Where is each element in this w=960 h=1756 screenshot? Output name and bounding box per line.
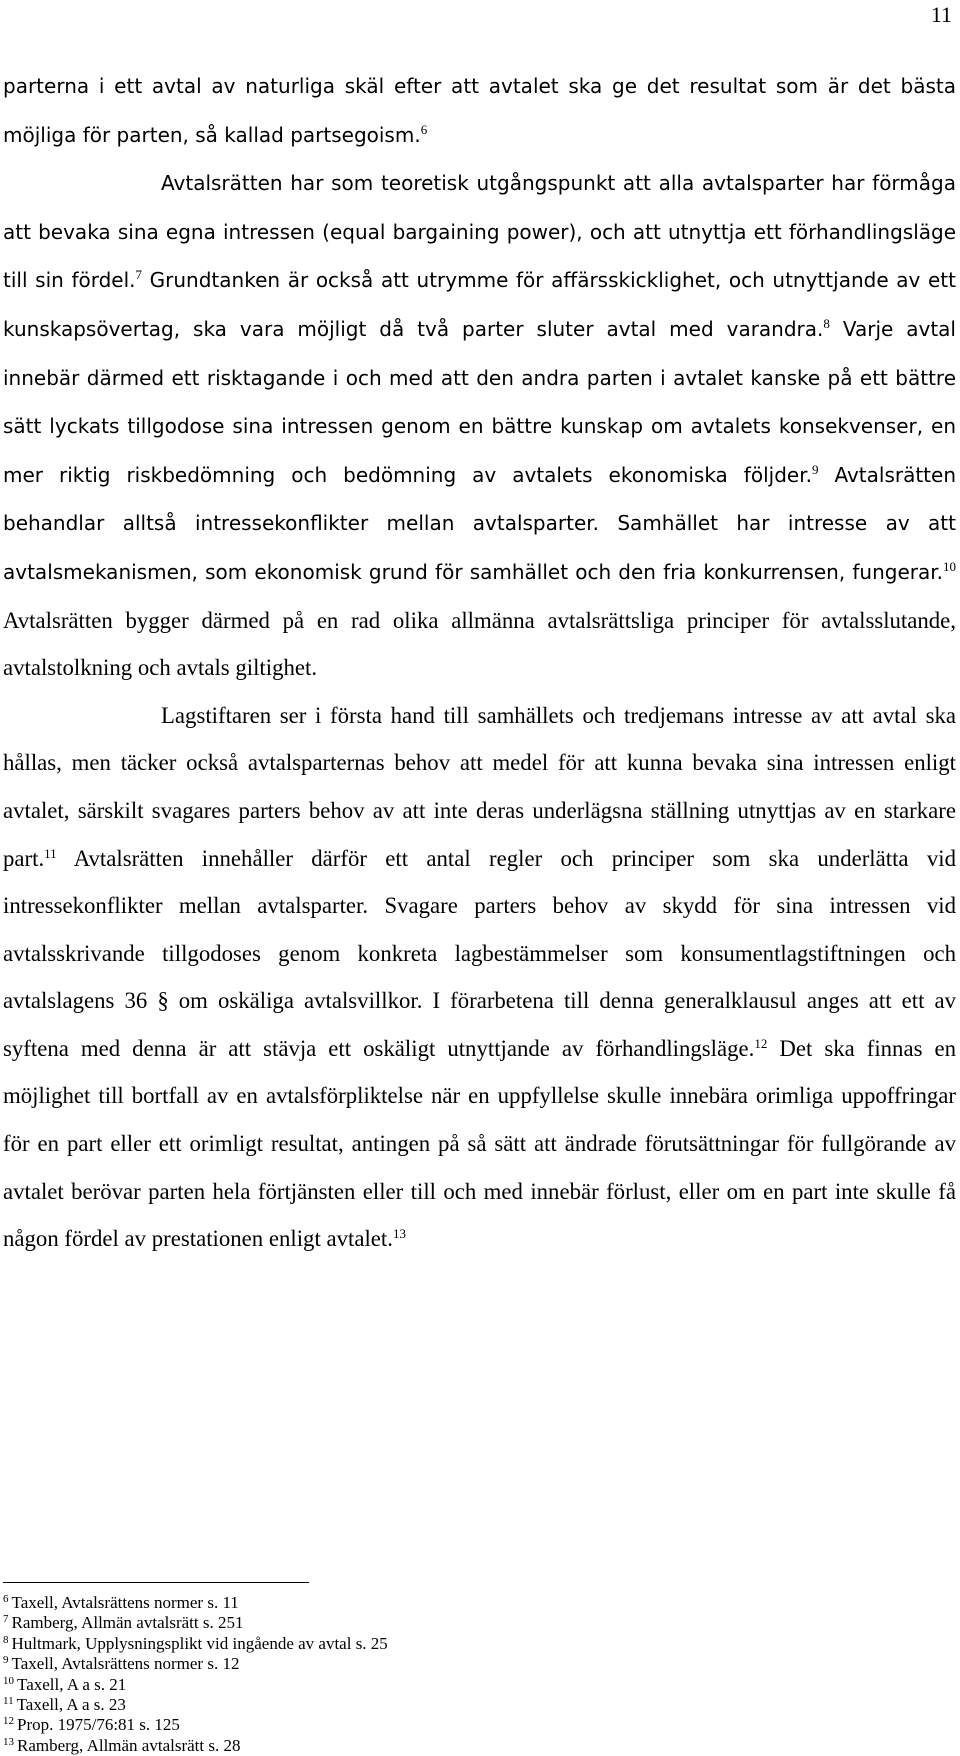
paragraph-text: Avtalsrätten har som teoretisk utgångspunkt att alla avtalsparter har förmåga att bevaka sina egna intressen (equal bargaining power), och att utnyttja ett förhandlingsläge till sin fördel. (3, 171, 956, 293)
footnote-item (3, 1593, 388, 1613)
paragraph-text: Avtalsrätten bygger därmed på en rad olika allmänna avtalsrättsliga principer för avtalsslutande, avtalstolkning och avtals giltighet. (3, 607, 956, 681)
footnote-reference: 12 (754, 1036, 768, 1052)
paragraph (3, 62, 956, 159)
footnote-number: 7 (3, 1613, 9, 1626)
footnote-number: 6 (3, 1592, 9, 1605)
body-text (3, 62, 956, 1263)
footnote-number: 10 (3, 1674, 14, 1687)
footnote-number: 12 (3, 1715, 14, 1728)
footnote-reference: 13 (392, 1226, 406, 1242)
footnote-item (3, 1675, 388, 1695)
footnotes (3, 1593, 388, 1756)
footnote-item (3, 1736, 388, 1756)
footnote-item (3, 1634, 388, 1654)
footnote-text: Ramberg, Allmän avtalsrätt s. 28 (17, 1735, 241, 1755)
footnote-item (3, 1654, 388, 1674)
footnote-number: 8 (3, 1633, 9, 1646)
footnote-number: 9 (3, 1654, 9, 1667)
footnote-text: Hultmark, Upplysningsplikt vid ingående av avtal s. 25 (11, 1633, 388, 1653)
paragraph-text: Avtalsrätten behandlar alltså intressekonflikter mellan avtalsparter. Samhället har intresse av att avtalsmekanismen, som ekonomisk grund för samhället och den fria konkurrensen, fungerar. (3, 462, 957, 584)
footnote-text: Prop. 1975/76:81 s. 125 (17, 1715, 180, 1735)
footnote-item (3, 1695, 388, 1715)
footnote-reference: 7 (135, 267, 143, 283)
footnote-reference: 8 (823, 316, 830, 332)
paragraph-text: Grundtanken är också att utrymme för affärsskicklighet, och utnyttjande av ett kunskapsövertag, ska vara möjligt då två parter sluter avtal med varandra. (3, 268, 956, 341)
footnote-item (3, 1715, 388, 1735)
footnote-reference: 10 (943, 559, 956, 575)
footnote-divider (3, 1582, 309, 1583)
paragraph (3, 159, 956, 692)
footnote-number: 11 (3, 1694, 14, 1707)
footnote-reference: 6 (420, 121, 428, 137)
page-number: 11 (930, 2, 952, 27)
footnote-reference: 11 (44, 845, 57, 861)
paragraph-text: parterna i ett avtal av naturliga skäl efter att avtalet ska ge det resultat som är det bästa möjliga för parten, så kallad partsegoism. (3, 74, 956, 147)
paragraph (3, 692, 956, 1263)
footnote-text: Taxell, A a s. 21 (17, 1674, 127, 1694)
footnote-item (3, 1613, 388, 1633)
paragraph-text: Det ska finnas en möjlighet till bortfall av en avtalsförpliktelse när en uppfyllelse skulle innebära orimliga uppoffringar för en part eller ett orimligt resultat, antingen på så sätt att ändrade förutsättningar för fullgörande av avtalet berövar parten hela förtjänsten eller till och med innebär förlust, eller om en part inte skulle få någon fördel av prestationen enligt avtalet. (3, 1035, 956, 1252)
footnote-reference: 9 (811, 461, 819, 477)
paragraph-text: Avtalsrätten innehåller därför ett antal regler och principer som ska underlätta vid intressekonflikter mellan avtalsparter. Svagare parters behov av skydd för sina intressen vid avtalsskrivande tillgodoses genom konkreta lagbestämmelser som konsumentlagstiftningen och avtalslagens 36 § om oskäliga avtalsvillkor. I förarbetena till denna generalklausul anges att ett av syftena med denna är att stävja ett oskäligt utnyttjande av förhandlingsläge. (3, 845, 956, 1061)
footnote-text: Taxell, Avtalsrättens normer s. 12 (11, 1654, 240, 1674)
footnote-text: Ramberg, Allmän avtalsrätt s. 251 (11, 1613, 244, 1633)
paragraph-text: Varje avtal innebär därmed ett risktagande i och med att den andra parten i avtalet kanske på ett bättre sätt lyckats tillgodose sina intressen genom en bättre kunskap om avtalets konsekvenser, en mer riktig riskbedömning och bedömning av avtalets ekonomiska följder. (3, 316, 956, 487)
paragraph-text: Lagstiftaren ser i första hand till samhällets och tredjemans intresse av att avtal ska hållas, men täcker också avtalsparternas behov att medel för att kunna bevaka sina intressen enligt avtalet, särskilt svagares parters behov av att inte deras underlägsna ställning utnyttjas av en starkare part. (3, 702, 956, 871)
footnote-text: Taxell, Avtalsrättens normer s. 11 (11, 1593, 239, 1612)
footnote-text: Taxell, A a s. 23 (16, 1695, 126, 1715)
footnote-number: 13 (3, 1735, 14, 1748)
